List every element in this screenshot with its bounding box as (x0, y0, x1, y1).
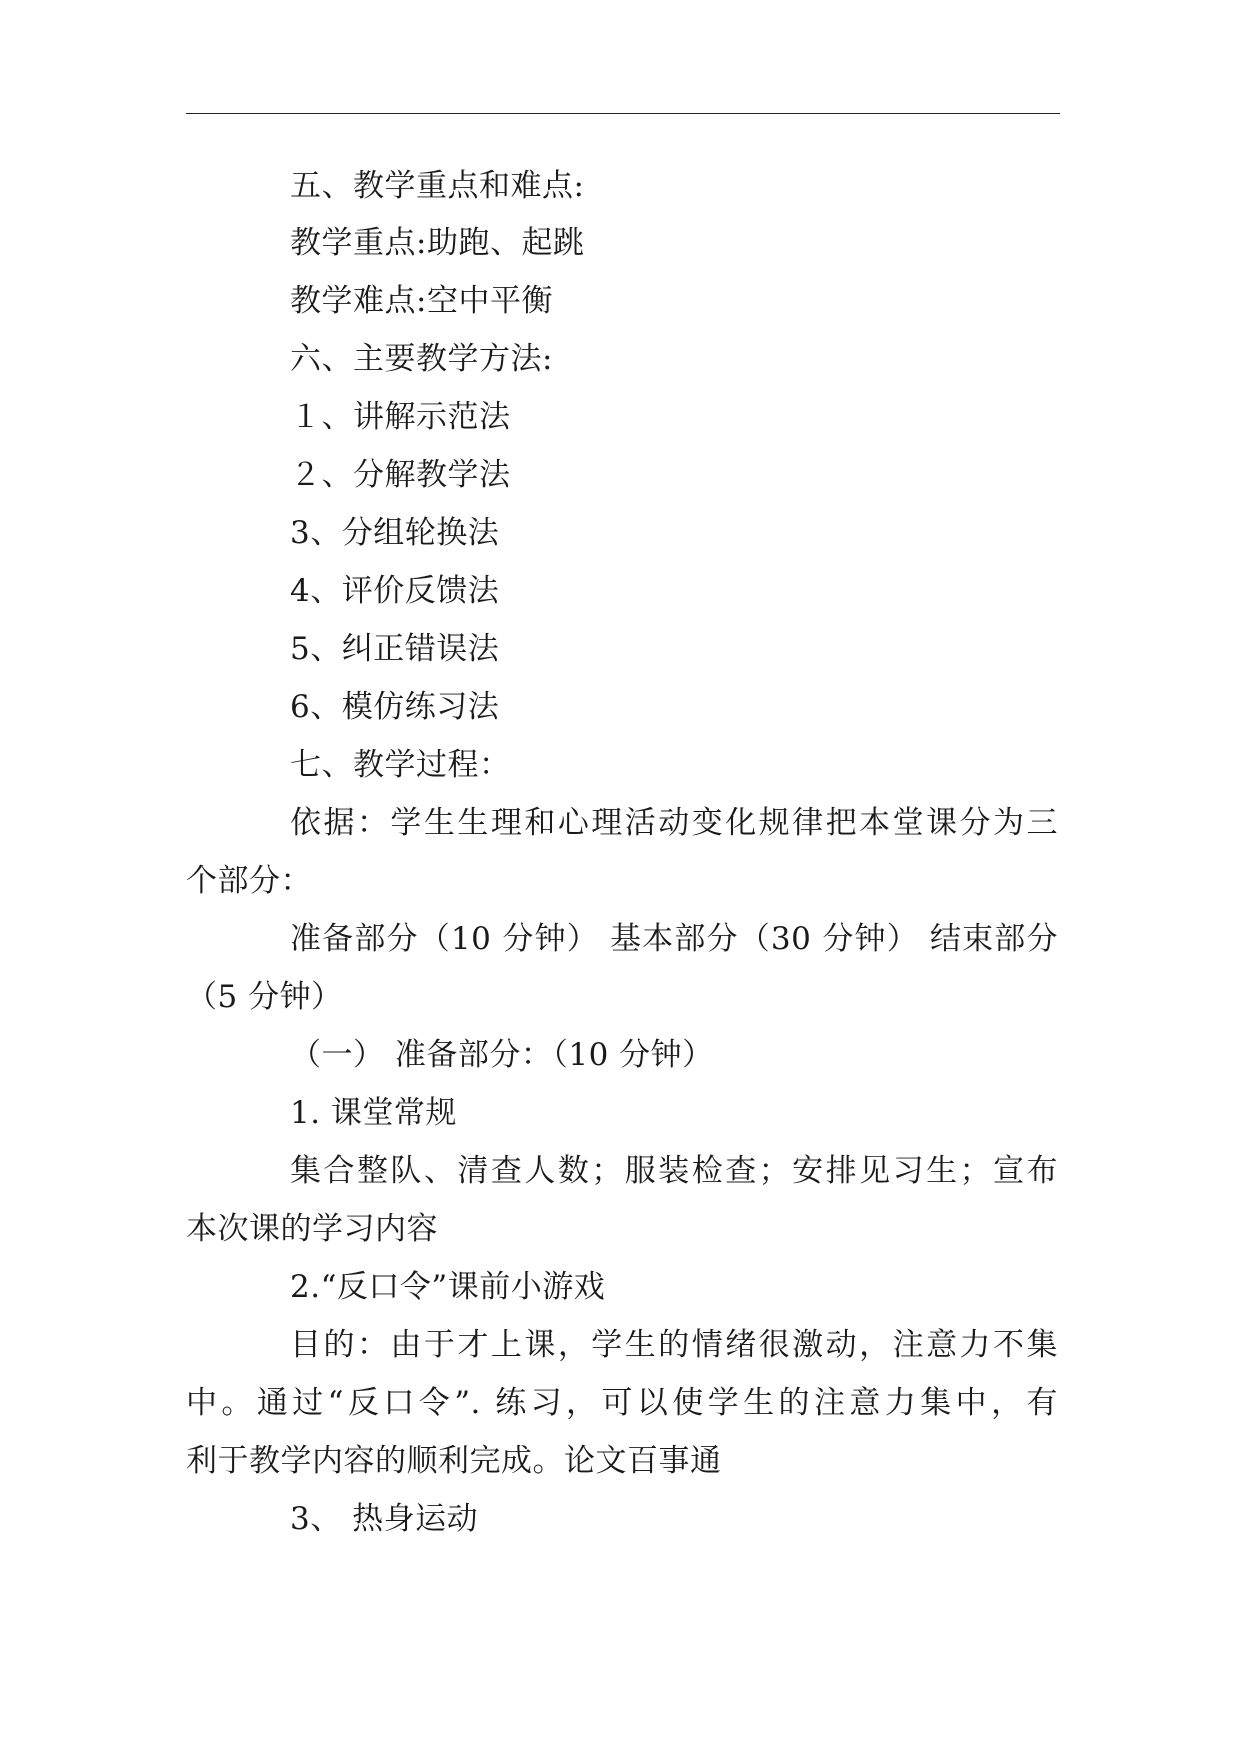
text-purpose-line-2: 中。通过“反口令”. 练习，可以使学生的注意力集中，有 (186, 1385, 1058, 1421)
header-rule (186, 113, 1060, 114)
method-item-5: 5、纠正错误法 (290, 631, 500, 667)
text-routine-line-1: 集合整队、清查人数；服装检查；安排见习生；宣布 (290, 1153, 1058, 1189)
text-basis-line-1: 依据：学生生理和心理活动变化规律把本堂课分为三 (290, 805, 1058, 841)
heading-reverse-command-game: 2.“反口令”课前小游戏 (290, 1269, 606, 1305)
text-difficult-point: 教学难点:空中平衡 (290, 283, 553, 319)
method-item-1: １、讲解示范法 (290, 399, 511, 435)
text-purpose-line-1: 目的：由于才上课，学生的情绪很激动，注意力不集 (290, 1327, 1058, 1363)
text-key-point: 教学重点:助跑、起跳 (290, 225, 585, 261)
text-purpose-line-3: 利于教学内容的顺利完成。论文百事通 (186, 1443, 722, 1479)
heading-class-routine: 1. 课堂常规 (290, 1095, 457, 1131)
text-routine-line-2: 本次课的学习内容 (186, 1211, 438, 1247)
method-item-4: 4、评价反馈法 (290, 573, 500, 609)
text-parts-line-1: 准备部分（10 分钟） 基本部分（30 分钟） 结束部分 (290, 921, 1058, 957)
method-item-2: ２、分解教学法 (290, 457, 511, 493)
text-parts-line-2: （5 分钟） (186, 979, 343, 1015)
method-item-6: 6、模仿练习法 (290, 689, 500, 725)
heading-warm-up: 3、 热身运动 (290, 1501, 479, 1537)
method-item-3: 3、分组轮换法 (290, 515, 500, 551)
heading-preparation: （一） 准备部分：（10 分钟） (290, 1037, 714, 1073)
heading-key-points: 五、教学重点和难点: (290, 168, 585, 204)
heading-teaching-methods: 六、主要教学方法: (290, 341, 553, 377)
text-basis-line-2: 个部分： (186, 863, 312, 899)
heading-teaching-process: 七、教学过程： (290, 747, 511, 783)
